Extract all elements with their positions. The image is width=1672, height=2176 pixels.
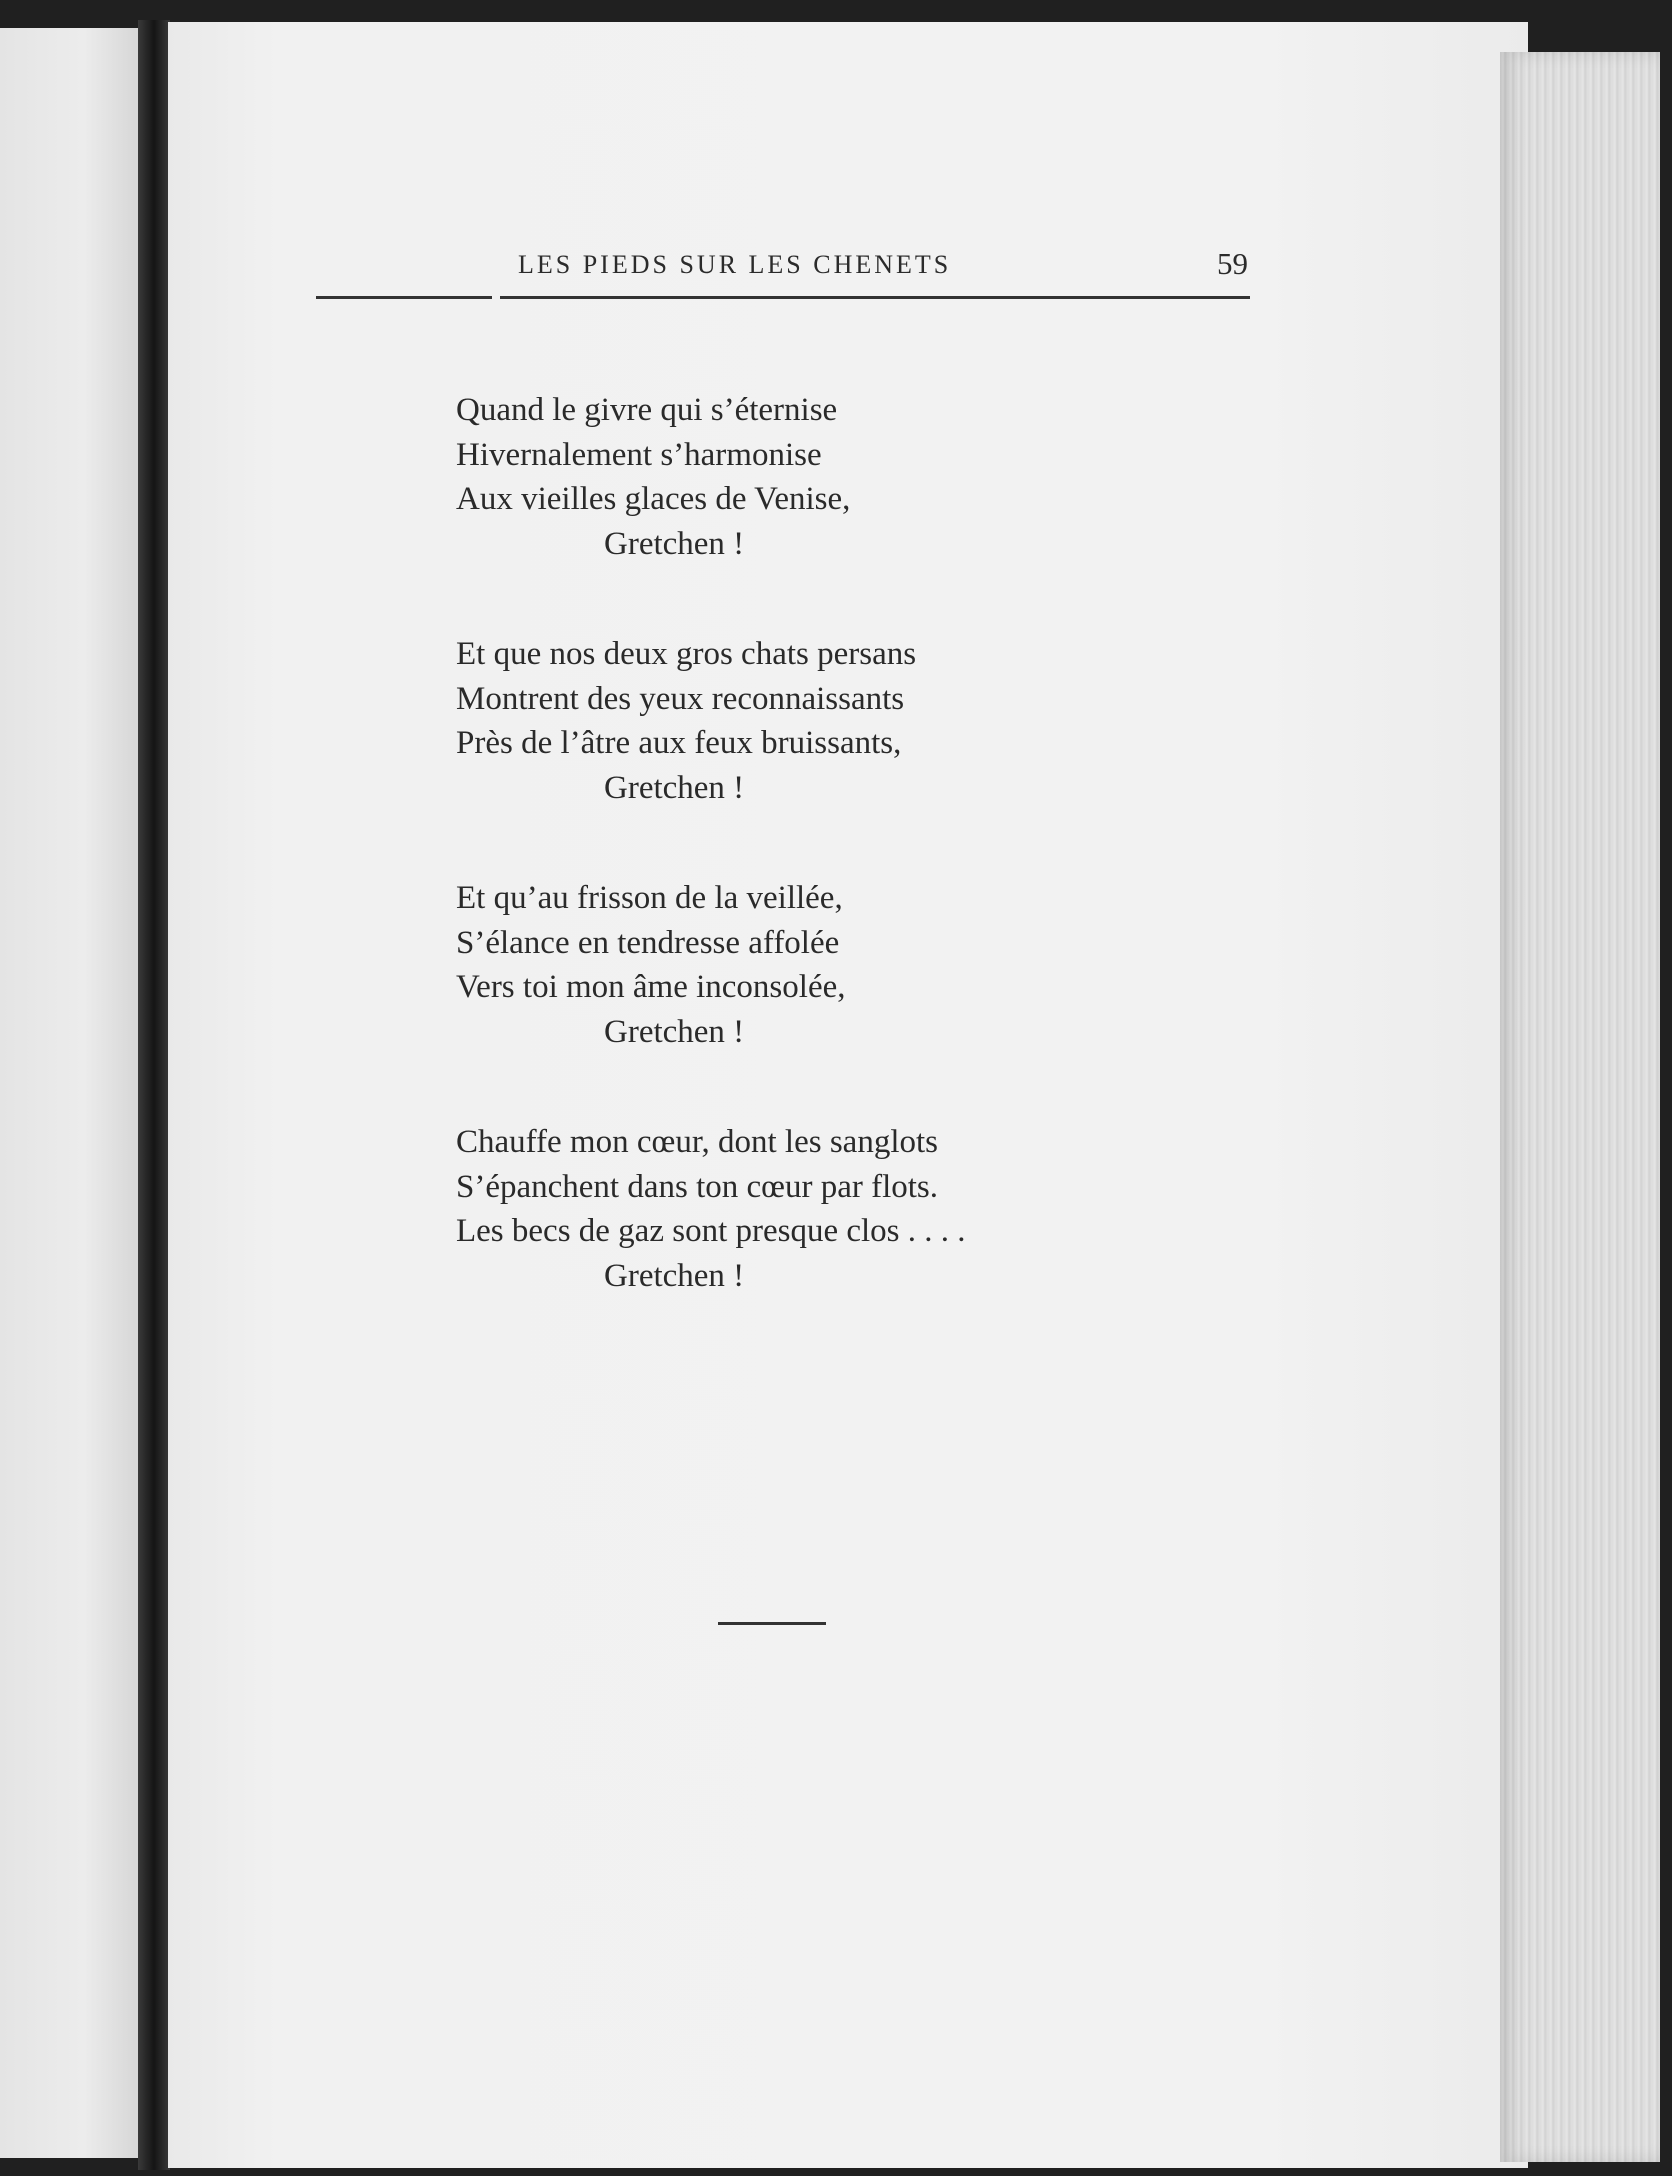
verse-line: Près de l’âtre aux feux bruissants, bbox=[456, 725, 902, 761]
facing-page-edge bbox=[0, 28, 140, 2158]
verse-line: Aux vieilles glaces de Venise, bbox=[456, 481, 851, 517]
header-rule bbox=[316, 296, 1250, 299]
stanza-4 bbox=[456, 1120, 1176, 1298]
stanza-1 bbox=[456, 388, 1176, 566]
verse-line: Quand le givre qui s’éternise bbox=[456, 392, 838, 428]
verse-line: Et qu’au frisson de la veillée, bbox=[456, 880, 843, 916]
poem bbox=[456, 388, 1176, 1364]
running-title: LES PIEDS SUR LES CHENETS bbox=[518, 250, 952, 279]
verse-line: Hivernalement s’harmonise bbox=[456, 436, 822, 473]
verse-line: Montrent des yeux reconnaissants bbox=[456, 680, 905, 717]
verse-line: S’épanchent dans ton cœur par flots. bbox=[456, 1168, 939, 1205]
refrain-line: Gretchen ! bbox=[604, 1013, 745, 1050]
verse-line: Chauffe mon cœur, dont les sanglots bbox=[456, 1124, 938, 1160]
verse-line: Vers toi mon âme inconsolée, bbox=[456, 969, 846, 1005]
verse-line: S’élance en tendresse affolée bbox=[456, 924, 840, 961]
page-fore-edge bbox=[1500, 52, 1660, 2162]
verse-line: Et que nos deux gros chats persans bbox=[456, 636, 917, 672]
end-ornament-rule bbox=[718, 1622, 826, 1625]
refrain-line: Gretchen ! bbox=[604, 525, 745, 562]
header-rule-gap bbox=[492, 294, 500, 301]
running-head bbox=[318, 240, 1248, 300]
refrain-line: Gretchen ! bbox=[604, 1257, 745, 1294]
book-gutter bbox=[138, 20, 170, 2170]
stanza-3 bbox=[456, 876, 1176, 1054]
refrain-line: Gretchen ! bbox=[604, 769, 745, 806]
stanza-2 bbox=[456, 632, 1176, 810]
verse-line: Les becs de gaz sont presque clos . . . . bbox=[456, 1213, 966, 1249]
page-number: 59 bbox=[1217, 246, 1248, 281]
